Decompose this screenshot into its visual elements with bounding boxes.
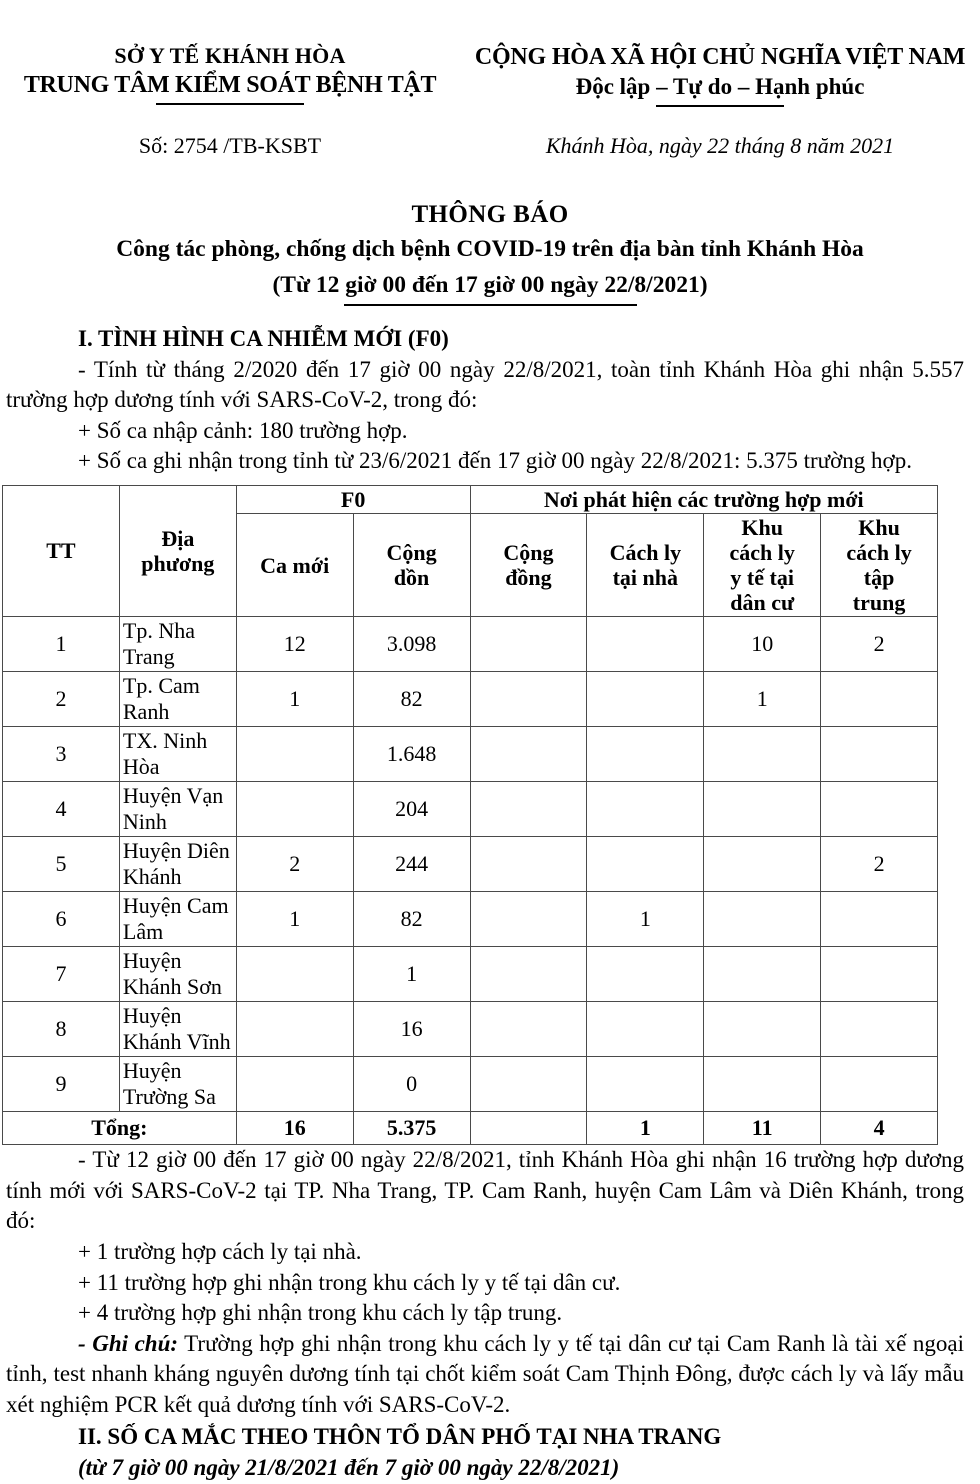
letterhead-divider-right — [656, 105, 784, 107]
resident-line-4: dân cư — [730, 590, 795, 616]
home-line-2: tại nhà — [612, 565, 679, 591]
section-one-bullet-2: + Số ca ghi nhận trong tỉnh từ 23/6/2021 đến 17 giờ 00 ngày 22/8/2021: 5.375 trường hợp. — [78, 448, 912, 474]
cell-central: 2 — [821, 617, 938, 672]
table-row — [3, 837, 938, 892]
cell-central — [821, 1057, 938, 1112]
cumulative-line-1: Cộng — [386, 539, 437, 565]
resident-line-3: y tế tại — [730, 565, 794, 591]
section-one-paragraph-1: - Tính từ tháng 2/2020 đến 17 giờ 00 ngày 22/8/2021, toàn tỉnh Khánh Hòa ghi nhận 5.557 trường hợp dương tính với SARS-CoV-2, trong đó: — [6, 356, 964, 413]
cumulative-line-2: dồn — [393, 565, 430, 591]
cell-cumulative: 3.098 — [353, 617, 470, 672]
cell-community — [470, 617, 587, 672]
cell-community — [470, 837, 587, 892]
section-one — [6, 324, 964, 477]
cell-new-cases: 1 — [236, 672, 353, 727]
cell-community — [470, 1002, 587, 1057]
cell-cumulative: 1.648 — [353, 727, 470, 782]
table-row — [3, 1002, 938, 1057]
column-header-central-quarantine — [821, 513, 938, 616]
section-one-bullet-5: + 4 trường hợp ghi nhận trong khu cách ly tập trung. — [78, 1300, 563, 1326]
community-line-2: đồng — [505, 565, 552, 591]
cell-home — [587, 617, 704, 672]
cell-resident — [704, 837, 821, 892]
letterhead — [0, 0, 980, 107]
letterhead-divider-left — [156, 103, 304, 105]
cell-tt: 8 — [3, 1002, 120, 1057]
cell-locality: TX. Ninh Hòa — [119, 727, 236, 782]
cell-home — [587, 947, 704, 1002]
cell-cumulative: 1 — [353, 947, 470, 1002]
table-row — [3, 617, 938, 672]
cell-locality: Huyện Khánh Vĩnh — [119, 1002, 236, 1057]
column-header-community — [470, 513, 587, 616]
section-one-heading: I. TÌNH HÌNH CA NHIỄM MỚI (F0) — [78, 325, 449, 351]
resident-line-2: cách ly — [729, 539, 795, 565]
central-line-4: trung — [852, 590, 906, 616]
cell-community — [470, 672, 587, 727]
place-and-date: Khánh Hòa, ngày 22 tháng 8 năm 2021 — [545, 132, 895, 158]
table-header — [3, 485, 938, 616]
column-header-tt: TT — [3, 485, 120, 616]
table-total-row — [3, 1112, 938, 1145]
total-community — [470, 1112, 587, 1145]
f0-statistics-table — [2, 485, 938, 1145]
cell-home — [587, 727, 704, 782]
cell-community — [470, 782, 587, 837]
column-header-locality: Địa phương — [119, 485, 236, 616]
cell-locality: Huyện Khánh Sơn — [119, 947, 236, 1002]
national-header — [460, 42, 980, 107]
cell-locality: Huyện Trường Sa — [119, 1057, 236, 1112]
cell-central — [821, 782, 938, 837]
central-line-1: Khu — [858, 514, 900, 540]
cell-new-cases — [236, 1002, 353, 1057]
cell-central — [821, 892, 938, 947]
section-two-subheading: (từ 7 giờ 00 ngày 21/8/2021 đến 7 giờ 00 ngày 22/8/2021) — [78, 1454, 620, 1480]
resident-line-1: Khu — [741, 514, 783, 540]
cell-tt: 4 — [3, 782, 120, 837]
table-row — [3, 727, 938, 782]
cell-home: 1 — [587, 892, 704, 947]
cell-new-cases: 12 — [236, 617, 353, 672]
center-name: TRUNG TÂM KIỂM SOÁT BỆNH TẬT — [23, 71, 437, 98]
cell-resident: 10 — [704, 617, 821, 672]
total-new-cases: 16 — [236, 1112, 353, 1145]
cell-community — [470, 947, 587, 1002]
cell-central — [821, 727, 938, 782]
section-one-note — [6, 1329, 964, 1421]
issuing-organization — [0, 42, 460, 107]
cell-new-cases: 1 — [236, 892, 353, 947]
cell-resident — [704, 782, 821, 837]
total-label: Tổng: — [3, 1112, 237, 1145]
total-home: 1 — [587, 1112, 704, 1145]
cell-central: 2 — [821, 837, 938, 892]
community-line-1: Cộng — [503, 539, 554, 565]
cell-cumulative: 82 — [353, 892, 470, 947]
cell-home — [587, 837, 704, 892]
cell-central — [821, 1002, 938, 1057]
column-header-resident-quarantine — [704, 513, 821, 616]
cell-resident — [704, 947, 821, 1002]
cell-new-cases — [236, 782, 353, 837]
section-one-bullet-3: + 1 trường hợp cách ly tại nhà. — [78, 1238, 362, 1264]
section-two — [6, 1422, 964, 1483]
cell-resident — [704, 1057, 821, 1112]
cell-home — [587, 1002, 704, 1057]
cell-community — [470, 727, 587, 782]
table-row — [3, 672, 938, 727]
cell-resident — [704, 727, 821, 782]
total-central: 4 — [821, 1112, 938, 1145]
note-body: Trường hợp ghi nhận trong khu cách ly y tế tại dân cư tại Cam Ranh là tài xế ngoại tỉnh, test nhanh kháng nguyên dương tính tại chốt kiểm soát Cam Thịnh Đông, được cách ly và lấy mẫu xét nghiệm PCR kết quả dương tính với SARS-CoV-2. — [6, 1330, 965, 1417]
cell-community — [470, 892, 587, 947]
cell-tt: 9 — [3, 1057, 120, 1112]
document-title-block — [0, 201, 980, 306]
cell-cumulative: 204 — [353, 782, 470, 837]
table-row — [3, 782, 938, 837]
document-meta — [0, 133, 980, 159]
cell-central — [821, 947, 938, 1002]
table-header-row-groups — [3, 485, 938, 513]
cell-new-cases: 2 — [236, 837, 353, 892]
cell-central — [821, 672, 938, 727]
cell-new-cases — [236, 947, 353, 1002]
home-line-1: Cách ly — [609, 539, 682, 565]
group-header-f0: F0 — [236, 485, 470, 513]
table-body — [3, 617, 938, 1145]
department-name: SỞ Y TẾ KHÁNH HÒA — [114, 43, 346, 68]
cell-tt: 2 — [3, 672, 120, 727]
cell-tt: 6 — [3, 892, 120, 947]
cell-home — [587, 1057, 704, 1112]
table-row — [3, 892, 938, 947]
column-header-home-quarantine — [587, 513, 704, 616]
cell-tt: 5 — [3, 837, 120, 892]
cell-cumulative: 82 — [353, 672, 470, 727]
group-header-detection-location: Nơi phát hiện các trường hợp mới — [470, 485, 938, 513]
column-header-new-cases: Ca mới — [236, 513, 353, 616]
section-one-bullet-4: + 11 trường hợp ghi nhận trong khu cách ly y tế tại dân cư. — [78, 1269, 621, 1295]
cell-locality: Tp. Nha Trang — [119, 617, 236, 672]
document-number: Số: 2754 /TB-KSBT — [138, 132, 322, 158]
section-two-heading: II. SỐ CA MẮC THEO THÔN TỔ DÂN PHỐ TẠI NHA TRANG — [78, 1424, 722, 1450]
cell-locality: Huyện Vạn Ninh — [119, 782, 236, 837]
title-subject: Công tác phòng, chống dịch bệnh COVID-19 trên địa bàn tỉnh Khánh Hòa — [116, 235, 864, 262]
national-motto: Độc lập – Tự do – Hạnh phúc — [575, 74, 865, 99]
cell-tt: 7 — [3, 947, 120, 1002]
cell-home — [587, 672, 704, 727]
page-title: THÔNG BÁO — [411, 200, 569, 228]
column-header-cumulative — [353, 513, 470, 616]
cell-cumulative: 16 — [353, 1002, 470, 1057]
table-row — [3, 947, 938, 1002]
cell-community — [470, 1057, 587, 1112]
section-one-bullet-1: + Số ca nhập cảnh: 180 trường hợp. — [78, 417, 408, 443]
title-divider — [344, 304, 637, 306]
total-resident: 11 — [704, 1112, 821, 1145]
country-name: CỘNG HÒA XÃ HỘI CHỦ NGHĨA VIỆT NAM — [474, 44, 966, 70]
note-label: - Ghi chú: — [78, 1330, 179, 1356]
cell-resident: 1 — [704, 672, 821, 727]
cell-tt: 1 — [3, 617, 120, 672]
title-period: (Từ 12 giờ 00 đến 17 giờ 00 ngày 22/8/2021) — [272, 271, 708, 298]
cell-tt: 3 — [3, 727, 120, 782]
cell-cumulative: 0 — [353, 1057, 470, 1112]
cell-locality: Huyện Diên Khánh — [119, 837, 236, 892]
cell-new-cases — [236, 1057, 353, 1112]
cell-locality: Tp. Cam Ranh — [119, 672, 236, 727]
table-row — [3, 1057, 938, 1112]
central-line-2: cách ly — [846, 539, 912, 565]
central-line-3: tập — [863, 565, 895, 591]
total-cumulative: 5.375 — [353, 1112, 470, 1145]
cell-cumulative: 244 — [353, 837, 470, 892]
cell-home — [587, 782, 704, 837]
section-one-paragraph-2: - Từ 12 giờ 00 đến 17 giờ 00 ngày 22/8/2021, tỉnh Khánh Hòa ghi nhận 16 trường hợp dương tính mới với SARS-CoV-2 tại TP. Nha Trang, TP. Cam Ranh, huyện Cam Lâm và Diên Khánh, trong đó: — [6, 1147, 964, 1234]
cell-locality: Huyện Cam Lâm — [119, 892, 236, 947]
cell-resident — [704, 1002, 821, 1057]
cell-resident — [704, 892, 821, 947]
cell-new-cases — [236, 727, 353, 782]
section-one-continued — [6, 1145, 964, 1420]
